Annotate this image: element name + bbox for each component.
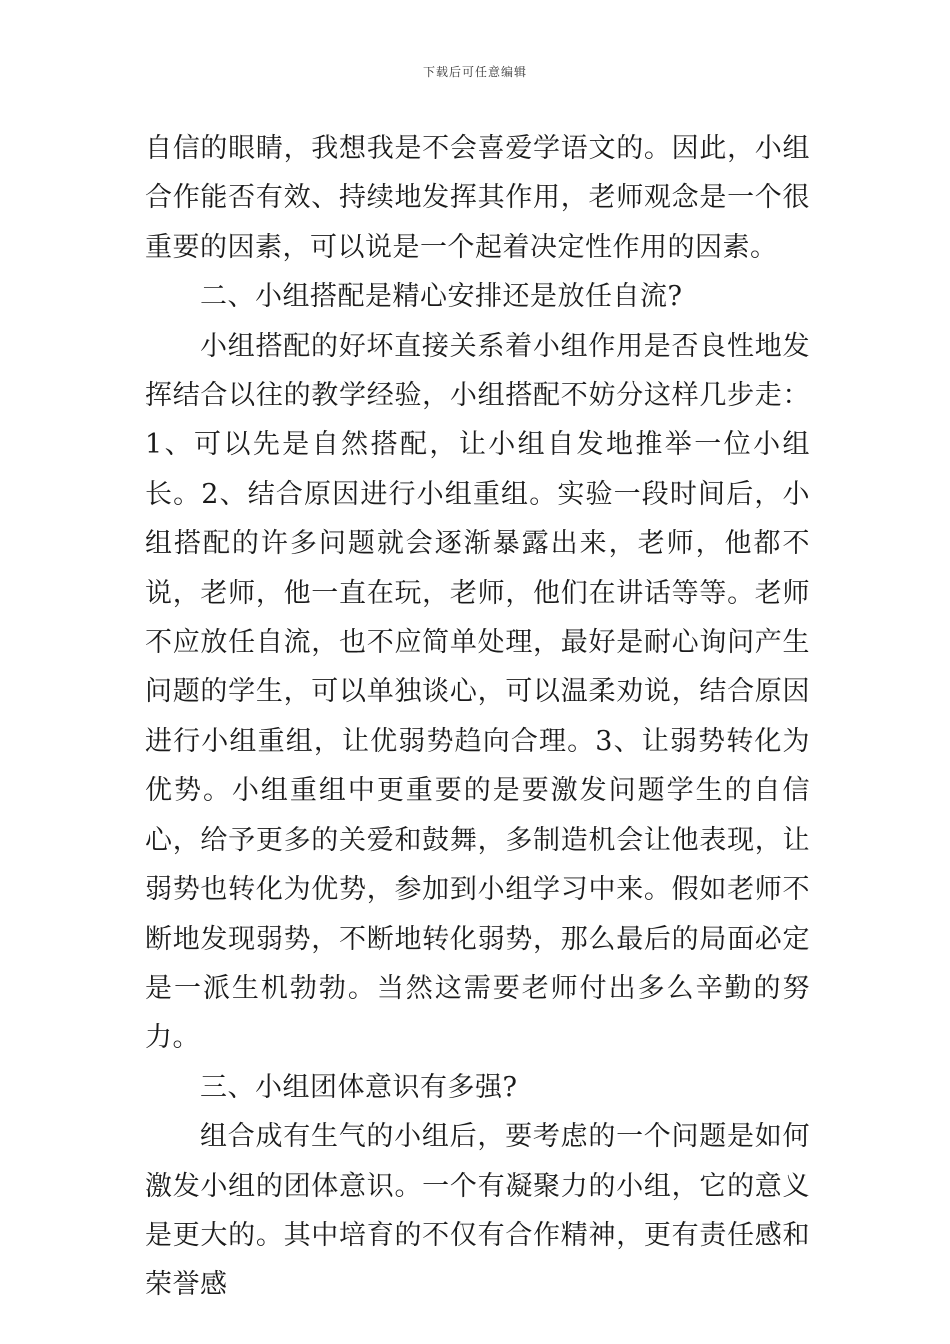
section-heading-2: 二、小组搭配是精心安排还是放任自流? bbox=[200, 281, 683, 313]
paragraph-intro-continuation: 自信的眼睛，我想我是不会喜爱学语文的。因此，小组合作能否有效、持续地发挥其作用，老师观念是一个很重要的因素，可以说是一个起着决定性作用的因素。 bbox=[145, 133, 810, 263]
section-heading-3: 三、小组团体意识有多强? bbox=[200, 1071, 518, 1103]
paragraph-group-matching: 小组搭配的好坏直接关系着小组作用是否良性地发挥结合以往的教学经验，小组搭配不妨分这样几步走：1、可以先是自然搭配，让小组自发地推举一位小组长。2、结合原因进行小组重组。实验一段时间后，小组搭配的许多问题就会逐渐暴露出来，老师，他都不说，老师，他一直在玩，老师，他们在讲话等等。老师不应放任自流，也不应简单处理，最好是耐心询问产生问题的学生，可以单独谈心，可以温柔劝说，结合原因进行小组重组，让优弱势趋向合理。3、让弱势转化为优势。小组重组中更重要的是要激发问题学生的自信心，给予更多的关爱和鼓舞，多制造机会让他表现，让弱势也转化为优势，参加到小组学习中来。假如老师不断地发现弱势，不断地转化弱势，那么最后的局面必定是一派生机勃勃。当然这需要老师付出多么辛勤的努力。 bbox=[145, 330, 810, 1054]
paragraph-team-awareness: 组合成有生气的小组后，要考虑的一个问题是如何激发小组的团体意识。一个有凝聚力的小组，它的意义是更大的。其中培育的不仅有合作精神，更有责任感和荣誉感 bbox=[145, 1121, 810, 1301]
document-body bbox=[145, 124, 810, 1310]
page-header-note: 下载后可任意编辑 bbox=[422, 65, 527, 79]
